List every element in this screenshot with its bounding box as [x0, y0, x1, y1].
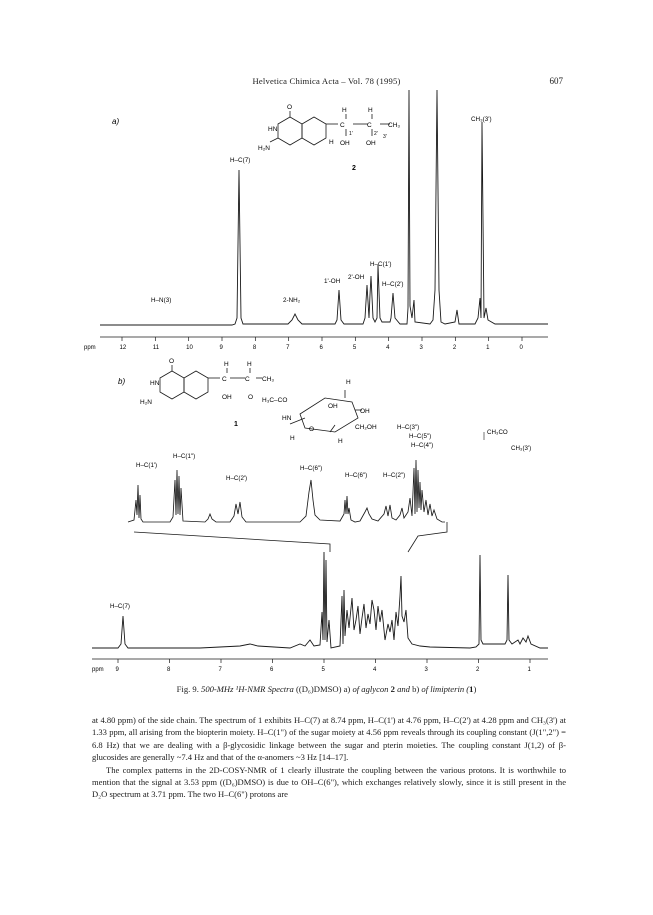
svg-text:OH: OH [222, 394, 232, 401]
svg-text:O: O [309, 426, 315, 433]
svg-text:2': 2' [374, 131, 378, 137]
label-nh2-a: 2-NH₂ [283, 297, 301, 304]
svg-text:H₃C–CO: H₃C–CO [262, 397, 288, 404]
svg-text:CH₃: CH₃ [388, 122, 401, 129]
axis-tick-label: 4 [373, 667, 377, 673]
svg-text:O: O [248, 394, 254, 401]
axis-tick-label: 6 [319, 345, 323, 351]
label-hc4pp-b: H–C(4") [411, 442, 434, 449]
axis-tick-label: 5 [321, 667, 325, 673]
svg-text:C: C [222, 376, 227, 383]
label-hc7-b: H–C(7) [110, 603, 130, 610]
svg-text:HN: HN [150, 380, 160, 387]
axis-tick-label: 10 [186, 345, 193, 351]
svg-text:H: H [329, 139, 334, 146]
axis-tick-label: 2 [476, 667, 480, 673]
axis-tick-label: 0 [519, 345, 523, 351]
axis-tick-label: 12 [119, 345, 127, 351]
axis-tick-label: 5 [352, 345, 357, 351]
label-ch3-a: CH₃(3') [471, 116, 492, 123]
axis-a-ticks [120, 337, 524, 351]
label-hc6pp-b: H–C(6") [300, 465, 323, 472]
page-number: 607 [549, 76, 563, 86]
label-hc7-a: H–C(7) [230, 157, 251, 164]
svg-text:H: H [338, 438, 343, 445]
axis-tick-label: 4 [386, 345, 390, 351]
compound-1-label: 1 [234, 421, 238, 428]
label-ch3-b: CH₃(3') [511, 445, 532, 452]
svg-text:OH: OH [360, 408, 370, 415]
axis-b-ticks [116, 659, 532, 673]
axis-tick-label: 1 [527, 667, 531, 673]
svg-text:OH: OH [328, 403, 338, 410]
spectrum-a-trace [100, 90, 548, 325]
svg-text:H: H [346, 379, 351, 386]
svg-text:3': 3' [383, 134, 387, 140]
axis-tick-label: 9 [219, 345, 223, 351]
compound-2-label: 2 [352, 165, 356, 172]
svg-text:OH: OH [340, 140, 350, 147]
svg-text:H: H [290, 435, 295, 442]
label-hc6-b: H–C(6") [345, 472, 368, 479]
svg-text:C: C [367, 122, 372, 129]
structure-limipterin-labels [140, 358, 377, 445]
svg-text:CH₃: CH₃ [262, 376, 275, 383]
label-hn3-a: H–N(3) [151, 297, 172, 304]
axis-tick-label: 8 [167, 667, 171, 673]
structure-aglycon-labels [258, 104, 400, 172]
axis-tick-label: 3 [419, 345, 423, 351]
panel-b-label: b) [118, 377, 126, 386]
svg-text:OH: OH [366, 140, 376, 147]
label-oh1-a: 1'-OH [324, 278, 341, 285]
label-hc2-a: H–C(2') [382, 281, 404, 288]
axis-tick-label: 1 [486, 345, 490, 351]
axis-tick-label: 2 [452, 345, 457, 351]
svg-text:C: C [340, 122, 345, 129]
axis-b-unit: ppm [92, 667, 104, 673]
journal-title: Helvetica Chimica Acta – Vol. 78 (1995) [252, 76, 401, 86]
axis-a-unit: ppm [84, 345, 96, 351]
inset-bracket-left [134, 532, 330, 552]
svg-text:HN: HN [282, 415, 292, 422]
axis-tick-label: 3 [424, 667, 428, 673]
svg-text:H₂N: H₂N [258, 145, 270, 152]
axis-tick-label: 11 [152, 345, 160, 351]
svg-text:H: H [368, 107, 373, 114]
axis-tick-label: 7 [218, 667, 222, 673]
label-hc3pp-b: H–C(3") [397, 424, 420, 431]
axis-tick-label: 7 [286, 345, 290, 351]
peak-labels-a [151, 116, 492, 304]
inset-bracket-right [408, 522, 447, 552]
axis-tick-label: 9 [115, 667, 119, 673]
label-hc5pp-b: H–C(5") [409, 433, 432, 440]
svg-text:O: O [169, 358, 175, 365]
svg-text:C: C [245, 376, 250, 383]
figure-caption: Fig. 9. 500-MHz ¹H-NMR Spectra ((D₆)DMSO) a) of aglycon 2 and b) of limipterin (1) [176, 684, 477, 694]
svg-text:CH₂OH: CH₂OH [355, 424, 377, 431]
svg-text:H: H [247, 361, 252, 368]
svg-text:H: H [342, 107, 347, 114]
label-oh2-a: 2'-OH [348, 274, 365, 281]
paragraph-2: The complex patterns in the 2D-COSY-NMR of 1 clearly illustrate the coupling between the various protons. It is worthwhile to mention that the signal at 3.53 ppm ((D₆)DMSO) is due to OH–C(6"), which exchanges relatively slowly, since it is still present in the D₂O spectrum at 3.71 ppm. The two H–C(6") protons are [92, 764, 566, 800]
label-hc1pp-b: H–C(1") [173, 453, 196, 460]
svg-text:H₂N: H₂N [140, 399, 152, 406]
svg-text:H: H [224, 361, 229, 368]
label-hc1-b: H–C(1') [136, 462, 158, 469]
axis-tick-label: 8 [252, 345, 257, 351]
svg-text:1': 1' [349, 131, 353, 137]
svg-text:O: O [287, 104, 293, 111]
spectrum-b-trace [92, 552, 548, 648]
paragraph-1: at 4.80 ppm) of the side chain. The spectrum of 1 exhibits H–C(7) at 8.74 ppm, H–C(1') at 4.76 ppm, H–C(2') at 4.28 ppm and CH₃(3') at 1.33 ppm, all arising from the biopterin moiety. H–C(1") of the sugar moiety at 4.56 ppm reveals through its coupling constant (J(1",2") = 6.8 Hz) that we are dealing with a β-glycosidic linkage between the sugar and pterin moieties. The coupling constant J(1,2) of β-glucosides are generally ~7.4 Hz and that of the α-anomers ~3 Hz [14–17]. [92, 715, 566, 763]
axis-tick-label: 6 [270, 667, 274, 673]
label-hc2pp-b: H–C(2") [383, 472, 406, 479]
structure-limipterin [160, 365, 362, 432]
spectrum-b-inset-trace [128, 460, 445, 522]
label-hc2-b: H–C(2') [226, 475, 248, 482]
svg-text:HN: HN [268, 126, 278, 133]
label-hc1-a: H–C(1') [370, 261, 392, 268]
body-text [92, 714, 566, 801]
panel-a-label: a) [112, 117, 120, 126]
label-ch3co-b: CH₃CO [487, 429, 508, 436]
